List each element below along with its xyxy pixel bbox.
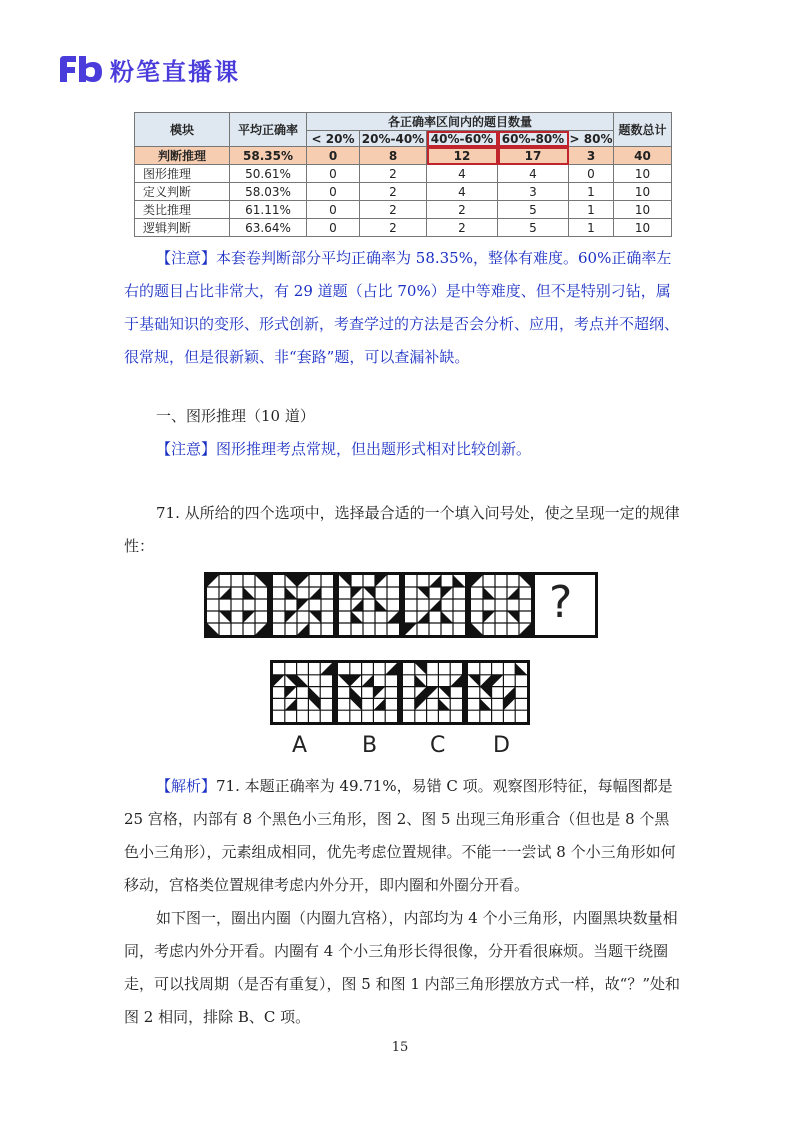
table-cell: 58.35%: [230, 147, 307, 165]
table-cell: 定义判断: [135, 183, 230, 201]
table-cell: 61.11%: [230, 201, 307, 219]
table-cell: 0: [307, 219, 360, 237]
table-cell: 2: [360, 165, 427, 183]
table-cell: 2: [427, 201, 498, 219]
table-cell: 10: [614, 219, 672, 237]
table-cell: 2: [427, 219, 498, 237]
table-cell: 3: [569, 147, 614, 165]
table-cell: 类比推理: [135, 201, 230, 219]
table-cell: 10: [614, 201, 672, 219]
table-row: [135, 147, 672, 165]
grid-pattern: [468, 663, 527, 722]
table-cell: 12: [427, 147, 498, 165]
table-cell: 0: [307, 147, 360, 165]
table-cell: 58.03%: [230, 183, 307, 201]
option-label-c: C: [430, 733, 446, 758]
accuracy-table: [134, 112, 672, 237]
col-header-20-40: 20%-40%: [360, 131, 427, 147]
option-figure-cell: [335, 660, 400, 725]
option-label-d: D: [493, 733, 510, 758]
table-cell: 17: [498, 147, 569, 165]
option-figure-cell: [465, 660, 530, 725]
table-cell: 4: [498, 165, 569, 183]
table-cell: 1: [569, 183, 614, 201]
col-header-gt80: > 80%: [569, 131, 613, 146]
table-cell: 2: [360, 183, 427, 201]
option-figure-cell: [270, 660, 335, 725]
question-mark: ?: [549, 577, 573, 628]
col-header-60-80: 60%-80%: [498, 131, 569, 147]
grid-pattern: [405, 575, 465, 635]
table-cell: 2: [360, 219, 427, 237]
grid-pattern: [338, 663, 397, 722]
table-cell: 0: [569, 165, 614, 183]
table-row: [135, 165, 672, 183]
table-cell: 3: [498, 183, 569, 201]
note-text: 本套卷判断部分平均正确率为 58.35%，整体有难度。60%正确率左右的题目占比非常大，有 29 道题（占比 70%）是中等难度、但不是特别刁钻，属于基础知识的变形、形式创新，考查学过的方法是否会分析、应用，考点并不超纲、很常规，但是很新颖、非“套路”题，可以查漏补缺。: [124, 249, 680, 366]
analysis-text-1: 71. 本题正确率为 49.71%，易错 C 项。观察图形特征，每幅图都是 25 宫格，内部有 8 个黑色小三角形，图 2、图 5 出现三角形重合（但也是 8 个黑色小三角形），元素组成相同，优先考虑位置规律。不能一一尝试 8 个小三角形如何移动，宫格类位置规律考虑内外分开，即内圈和外圈分开看。: [124, 777, 676, 894]
note-tag: 【注意】: [156, 440, 217, 458]
analysis-tag: 【解析】: [156, 777, 217, 795]
table-cell: 判断推理: [135, 147, 230, 165]
table-cell: 4: [427, 165, 498, 183]
option-figure-cell: [400, 660, 465, 725]
grid-pattern: [339, 575, 399, 635]
figure-cell: [402, 572, 468, 638]
question-mark-cell: [532, 572, 598, 638]
table-cell: 0: [307, 201, 360, 219]
brand-logo: [58, 52, 240, 86]
note-tag: 【注意】: [156, 249, 217, 267]
table-cell: 10: [614, 165, 672, 183]
table-cell: 2: [360, 201, 427, 219]
analysis-paragraph-1: [124, 770, 684, 902]
figure-cell: [204, 572, 270, 638]
col-header-lt20: < 20%: [307, 131, 360, 147]
table-cell: 63.64%: [230, 219, 307, 237]
option-label-a: A: [292, 733, 308, 758]
table-row: [135, 201, 672, 219]
question-text: 71. 从所给的四个选项中，选择最合适的一个填入问号处，使之呈现一定的规律性：: [124, 504, 680, 555]
option-label-b: B: [362, 733, 378, 758]
table-cell: 10: [614, 183, 672, 201]
table-cell: 8: [360, 147, 427, 165]
table-cell: 0: [307, 165, 360, 183]
col-header-module: 模块: [135, 113, 230, 147]
table-cell: 50.61%: [230, 165, 307, 183]
table-cell: 1: [569, 201, 614, 219]
figure-cell: [336, 572, 402, 638]
table-cell: 1: [569, 219, 614, 237]
col-header-total: 题数总计: [614, 113, 672, 147]
grid-pattern: [273, 575, 333, 635]
grid-pattern: [403, 663, 462, 722]
note-text: 图形推理考点常规，但出题形式相对比较创新。: [216, 440, 532, 458]
page-number: 15: [391, 1040, 409, 1055]
table-cell: 图形推理: [135, 165, 230, 183]
grid-pattern: [471, 575, 531, 635]
group-header: 各正确率区间内的题目数量: [307, 113, 614, 131]
table-cell: 5: [498, 219, 569, 237]
grid-pattern: [207, 575, 267, 635]
col-header-avg: 平均正确率: [230, 113, 307, 147]
figure-cell: [270, 572, 336, 638]
table-cell: 0: [307, 183, 360, 201]
analysis-paragraph-2: 如下图一，圈出内圈（内圈九宫格），内部均为 4 个小三角形，内圈黑块数量相同，考虑内外分开看。内圈有 4 个小三角形长得很像，分开看很麻烦。当题干绕圈走，可以找周期（是否有重复），图 5 和图 1 内部三角形摆放方式一样，故“？”处和图 2 相同，排除 B、C 项。: [124, 909, 680, 1026]
table-row: [135, 219, 672, 237]
brand-name: 粉笔直播课: [110, 57, 240, 86]
note-paragraph-2: [156, 433, 716, 466]
table-cell: 40: [614, 147, 672, 165]
table-cell: 逻辑判断: [135, 219, 230, 237]
col-header-40-60: 40%-60%: [427, 131, 498, 147]
table-row: [135, 183, 672, 201]
table-cell: 5: [498, 201, 569, 219]
fb-logo-icon: [58, 54, 104, 84]
section-title: 一、图形推理（10 道）: [156, 407, 315, 425]
figure-cell: [468, 572, 534, 638]
note-paragraph: [124, 242, 684, 374]
table-cell: 4: [427, 183, 498, 201]
grid-pattern: [273, 663, 332, 722]
